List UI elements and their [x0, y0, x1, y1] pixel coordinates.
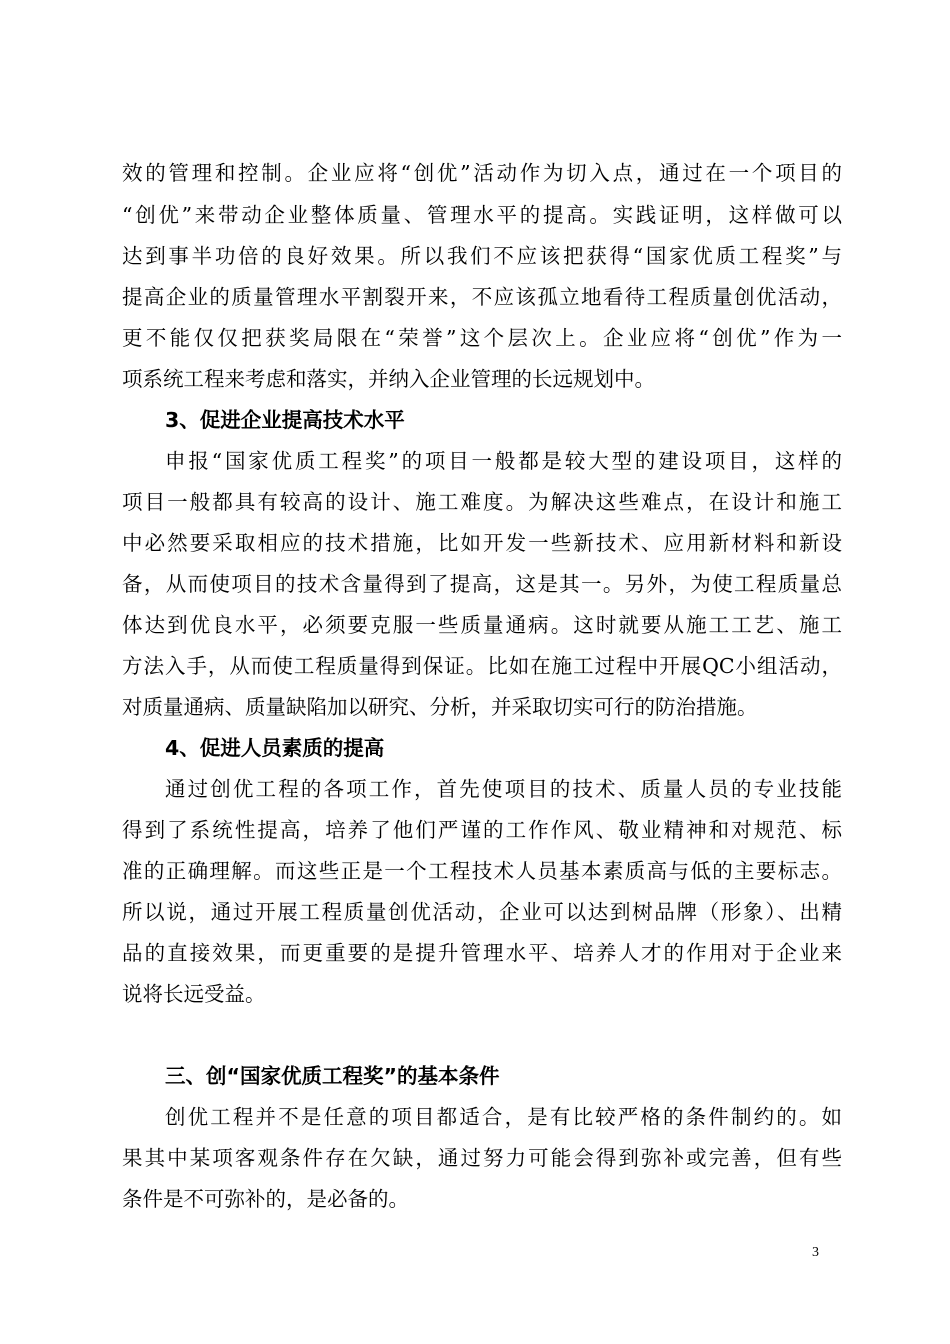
paragraph-line: “创优”来带动企业整体质量、管理水平的提高。实践证明，这样做可以 — [122, 203, 842, 227]
paragraph-line: 条件是不可弥补的，是必备的。 — [122, 1187, 409, 1211]
paragraph-line: 果其中某项客观条件存在欠缺，通过努力可能会得到弥补或完善，但有些 — [122, 1146, 842, 1170]
paragraph-line: 备，从而使项目的技术含量得到了提高，这是其一。另外，为使工程质量总 — [122, 572, 842, 596]
section-heading: 三、创“国家优质工程奖”的基本条件 — [165, 1064, 500, 1088]
paragraph-line: 更不能仅仅把获奖局限在“荣誉”这个层次上。企业应将“创优”作为一 — [122, 326, 842, 350]
paragraph-line: 体达到优良水平，必须要克服一些质量通病。这时就要从施工工艺、施工 — [122, 613, 842, 637]
subsection-heading: 3、促进企业提高技术水平 — [165, 408, 405, 432]
paragraph-line: 准的正确理解。而这些正是一个工程技术人员基本素质高与低的主要标志。 — [122, 859, 842, 883]
paragraph-line: 得到了系统性提高，培养了他们严谨的工作作风、敬业精神和对规范、标 — [122, 818, 842, 842]
paragraph-line: 创优工程并不是任意的项目都适合，是有比较严格的条件制约的。如 — [165, 1105, 842, 1129]
paragraph-line: 达到事半功倍的良好效果。所以我们不应该把获得“国家优质工程奖”与 — [122, 244, 842, 268]
paragraph-line: 对质量通病、质量缺陷加以研究、分析，并采取切实可行的防治措施。 — [122, 695, 758, 719]
paragraph-line: 项目一般都具有较高的设计、施工难度。为解决这些难点，在设计和施工 — [122, 490, 842, 514]
paragraph-line: 中必然要采取相应的技术措施，比如开发一些新技术、应用新材料和新设 — [122, 531, 842, 555]
subsection-heading: 4、促进人员素质的提高 — [165, 736, 385, 760]
paragraph-line: 方法入手，从而使工程质量得到保证。比如在施工过程中开展QC小组活动， — [122, 654, 842, 678]
paragraph-line: 说将长远受益。 — [122, 982, 266, 1006]
page-number: 3 — [812, 1245, 819, 1260]
paragraph-line: 项系统工程来考虑和落实，并纳入企业管理的长远规划中。 — [122, 367, 655, 391]
paragraph-line: 品的直接效果，而更重要的是提升管理水平、培养人才的作用对于企业来 — [122, 941, 842, 965]
paragraph-line: 提高企业的质量管理水平割裂开来，不应该孤立地看待工程质量创优活动， — [122, 285, 842, 309]
paragraph-line: 通过创优工程的各项工作，首先使项目的技术、质量人员的专业技能 — [165, 777, 842, 801]
paragraph-line: 所以说，通过开展工程质量创优活动，企业可以达到树品牌（形象）、出精 — [122, 900, 842, 924]
paragraph-line: 申报“国家优质工程奖”的项目一般都是较大型的建设项目，这样的 — [165, 449, 842, 473]
paragraph-line: 效的管理和控制。企业应将“创优”活动作为切入点，通过在一个项目的 — [122, 161, 842, 185]
